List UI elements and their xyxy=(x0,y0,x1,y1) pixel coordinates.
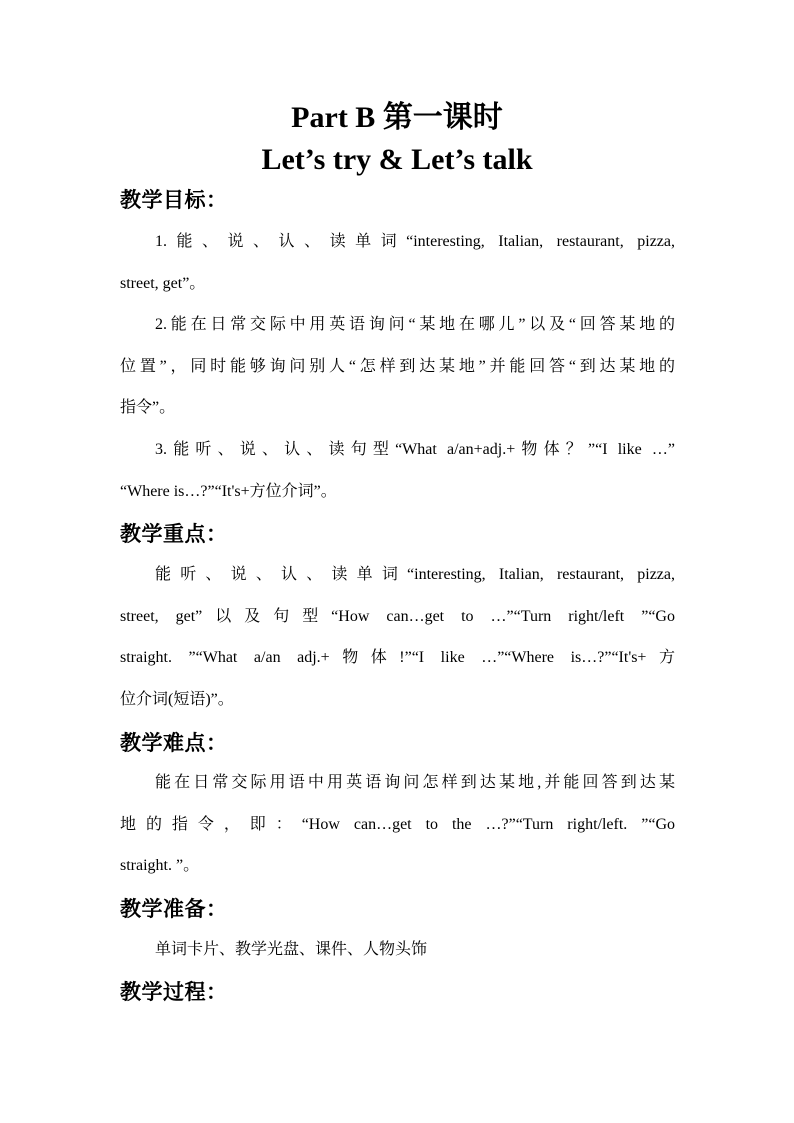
text-line: 位介词(短语)”。 xyxy=(120,690,234,708)
key-points-text xyxy=(120,554,675,720)
text-line: straight. ”。 xyxy=(120,857,200,874)
text-line: “Where is…?”“It's+方位介词”。 xyxy=(120,482,337,500)
document-subtitle: Let’s try & Let’s talk xyxy=(261,143,533,176)
objectives-item-3 xyxy=(120,429,675,512)
preparation-text xyxy=(120,929,675,971)
document-title: Part B 第一课时 xyxy=(291,101,503,134)
heading-process: 教学过程： xyxy=(120,980,228,1004)
heading-preparation: 教学准备： xyxy=(120,897,228,921)
text-line: 1.能、说、认、读单词“interesting, Italian, restaurant, pizza, xyxy=(155,233,675,250)
difficulties-text xyxy=(120,762,675,887)
text-line: 2.能在日常交际中用英语询问“某地在哪儿”以及“回答某地的 xyxy=(155,316,675,333)
text-line: straight. ”“What a/an adj.+物体!”“I like …”“Where is…?”“It's+方 xyxy=(120,649,675,666)
text-line: 指令”。 xyxy=(120,399,176,416)
text-line: 3.能听、说、认、读句型“What a/an+adj.+物体？”“I like …” xyxy=(155,441,675,458)
text-line: 能在日常交际用语中用英语询问怎样到达某地,并能回答到达某 xyxy=(155,774,675,791)
text-line: 地的指令，即：“How can…get to the …?”“Turn right/left. ”“Go xyxy=(120,815,675,833)
text-line: street, get”以及句型“How can…get to …”“Turn right/left ”“Go xyxy=(120,607,675,625)
heading-difficulties: 教学难点： xyxy=(120,731,228,755)
objectives-item-1 xyxy=(120,221,675,304)
heading-objectives: 教学目标： xyxy=(120,188,228,212)
text-line: street, get”。 xyxy=(120,274,206,292)
text-line: 能听、说、认、读单词“interesting, Italian, restaurant, pizza, xyxy=(155,566,675,583)
text-line: 位置”，同时能够询问别人“怎样到达某地”并能回答“到达某地的 xyxy=(120,357,675,375)
text-line: 单词卡片、教学光盘、课件、人物头饰 xyxy=(155,941,428,958)
heading-key-points: 教学重点： xyxy=(120,522,228,546)
objectives-item-2 xyxy=(120,304,675,429)
